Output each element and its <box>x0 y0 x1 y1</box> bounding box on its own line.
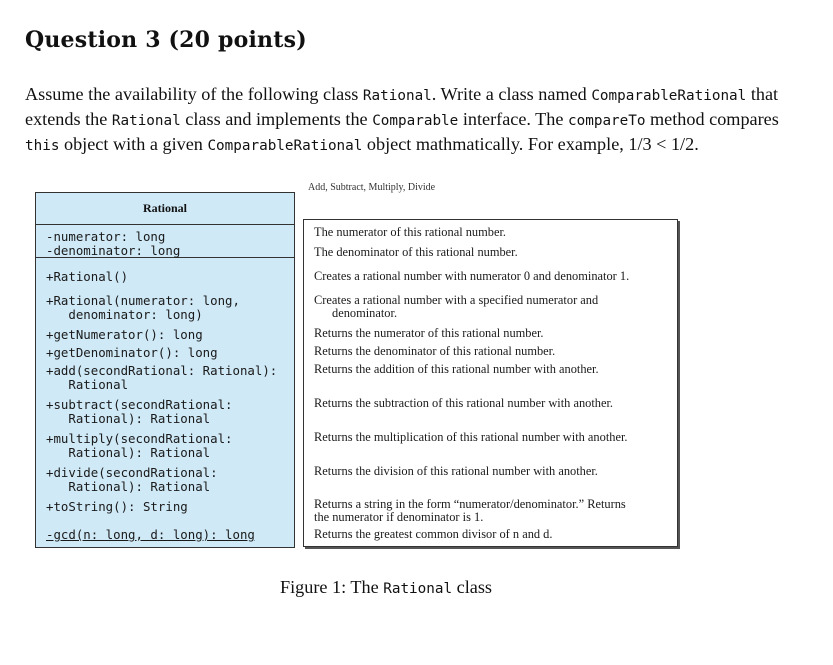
description-line: Returns the multiplication of this rational number with another. <box>314 430 628 444</box>
caption-text: Figure 1: The <box>280 577 384 597</box>
uml-method: +getNumerator(): long <box>46 327 203 342</box>
code-comparable-rational: ComparableRational <box>207 138 363 154</box>
caption-text: class <box>452 577 493 597</box>
uml-method: Rational): Rational <box>46 411 211 426</box>
code-compareto: compareTo <box>568 113 646 129</box>
text-run: . Write a class named <box>431 84 592 104</box>
uml-method: +add(secondRational: Rational): <box>46 363 278 378</box>
description-line: Creates a rational number with a specified numerator and <box>314 293 599 307</box>
description-line: denominator. <box>332 306 398 320</box>
uml-class-name: Rational <box>36 193 294 225</box>
description-line: Returns the addition of this rational number with another. <box>314 362 599 376</box>
figure-caption <box>280 577 492 598</box>
question-title: Question 3 (20 points) <box>25 27 307 53</box>
description-line: Returns the denominator of this rational number. <box>314 344 556 358</box>
text-run: that extends the <box>25 84 779 129</box>
code-comparable: Comparable <box>372 113 459 129</box>
uml-method: denominator: long) <box>46 307 203 322</box>
caption-code: Rational <box>383 581 453 597</box>
text-run: method compares <box>645 109 779 129</box>
uml-method: +toString(): String <box>46 499 188 514</box>
uml-method: +Rational() <box>46 269 129 284</box>
uml-method: +getDenominator(): long <box>46 345 218 360</box>
description-line: Creates a rational number with numerator 0 and denominator 1. <box>314 269 630 283</box>
description-line: Returns the numerator of this rational number. <box>314 326 544 340</box>
uml-method-private: -gcd(n: long, d: long): long <box>46 527 255 542</box>
uml-method: Rational): Rational <box>46 445 211 460</box>
code-rational: Rational <box>362 88 432 104</box>
description-box <box>303 219 678 547</box>
description-line: The numerator of this rational number. <box>314 225 506 239</box>
uml-method: +divide(secondRational: <box>46 465 218 480</box>
text-run: Assume the availability of the following class <box>25 84 363 104</box>
code-rational: Rational <box>111 113 181 129</box>
cut-off-text: Add, Subtract, Multiply, Divide <box>308 182 436 193</box>
uml-method: +Rational(numerator: long, <box>46 293 240 308</box>
description-line: Returns the subtraction of this rational number with another. <box>314 396 614 410</box>
uml-method: Rational): Rational <box>46 479 211 494</box>
code-this: this <box>25 138 60 154</box>
uml-class-box <box>35 192 295 548</box>
uml-fields <box>36 224 294 258</box>
description-line: Returns a string in the form “numerator/denominator.” Returns <box>314 497 626 511</box>
description-line: the numerator if denominator is 1. <box>314 510 484 524</box>
text-run: object with a given <box>59 134 208 154</box>
uml-field: -denominator: long <box>46 243 181 258</box>
code-comparable-rational: ComparableRational <box>591 88 747 104</box>
description-line: The denominator of this rational number. <box>314 245 518 259</box>
description-line: Returns the division of this rational number with another. <box>314 464 598 478</box>
description-line: Returns the greatest common divisor of n and d. <box>314 527 553 541</box>
text-run: interface. The <box>458 109 569 129</box>
text-run: object mathmatically. For example, 1/3 < 1/2. <box>362 134 699 154</box>
uml-method: +multiply(secondRational: <box>46 431 233 446</box>
uml-method: +subtract(secondRational: <box>46 397 233 412</box>
question-text <box>25 83 817 158</box>
text-run: class and implements the <box>180 109 373 129</box>
uml-method: Rational <box>46 377 129 392</box>
uml-field: -numerator: long <box>46 229 166 244</box>
